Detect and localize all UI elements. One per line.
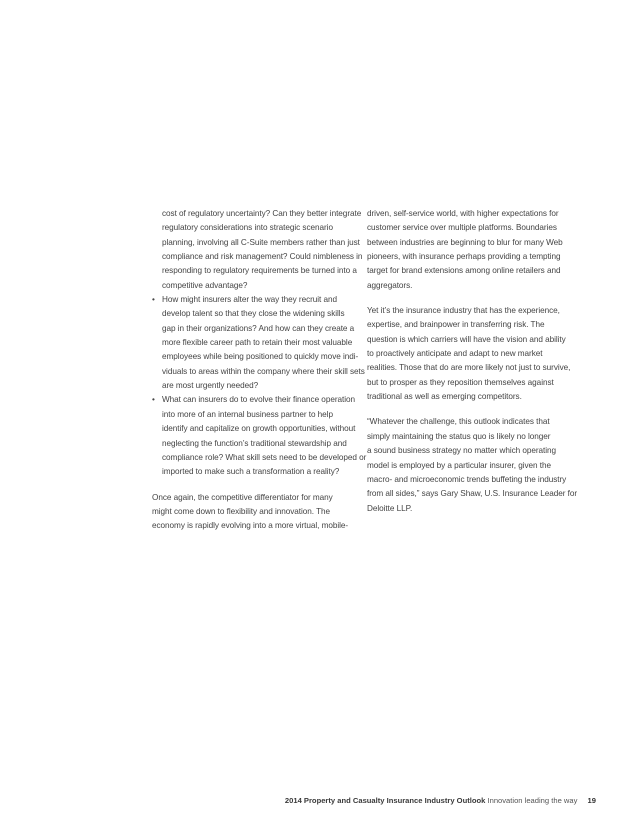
footer-title: 2014 Property and Casualty Insurance Industry Outlook [284, 796, 486, 805]
text-line: compliance role? What skill sets need to be developed or [162, 452, 367, 462]
footer-subtitle: Innovation leading the way [487, 796, 578, 805]
text-line: Deloitte LLP. [367, 503, 413, 513]
text-line: target for brand extensions among online retailers and [367, 266, 561, 276]
text-line: to proactively anticipate and adapt to new market [367, 349, 543, 359]
bullet-item-finance [152, 393, 377, 479]
text-line: regulatory considerations into strategic scenario [162, 223, 333, 233]
text-line: customer service over multiple platforms. Boundaries [367, 223, 557, 233]
text-line: into more of an internal business partner to help [162, 409, 333, 419]
page-footer [285, 796, 596, 805]
text-line: compliance and risk management? Could nimbleness in [162, 252, 363, 262]
text-line: might come down to flexibility and innovation. The [152, 506, 331, 516]
text-line: • What can insurers do to evolve their finance operation [152, 393, 377, 407]
text-line: but to prosper as they reposition themselves against [367, 377, 554, 387]
text-line: competitive advantage? [162, 280, 248, 290]
text-line: realities. Those that do are more likely not just to survive, [367, 363, 571, 373]
text-line: model is employed by a particular insurer, given the [367, 460, 551, 470]
text-line: traditional as well as emerging competitors. [367, 392, 522, 402]
text-line: develop talent so that they close the widening skills [162, 309, 345, 319]
text-line: employees while being positioned to quickly move indi- [162, 352, 359, 362]
text-line: planning, involving all C-Suite members rather than just [162, 237, 360, 247]
paragraph-risk-transfer [367, 304, 591, 404]
text-line: Yet it’s the insurance industry that has the experience, [367, 306, 560, 316]
text-line: economy is rapidly evolving into a more virtual, mobile- [152, 521, 349, 531]
text-line: cost of regulatory uncertainty? Can they better integrate [162, 209, 362, 218]
page-number: 19 [587, 796, 596, 805]
paragraph-differentiator [152, 491, 377, 534]
text-line: between industries are beginning to blur for many Web [367, 237, 563, 247]
text-line: are most urgently needed? [162, 381, 259, 391]
right-column [367, 207, 591, 516]
paragraph-gap [367, 293, 591, 304]
text-line: imported to make such a transformation a reality? [162, 467, 340, 477]
text-line: macro- and microeconomic trends buffeting the industry [367, 474, 567, 484]
text-line: pioneers, with insurance perhaps providing a tempting [367, 252, 561, 262]
paragraph-web-pioneers [367, 207, 591, 293]
paragraph-quote [367, 415, 591, 515]
text-line: driven, self-service world, with higher expectations for [367, 209, 559, 218]
text-line: neglecting the function’s traditional stewardship and [162, 438, 347, 448]
text-line: a sound business strategy no matter which operating [367, 446, 557, 456]
bullet-continuation [152, 207, 377, 293]
text-line: viduals to areas within the company where their skill sets [162, 366, 365, 376]
paragraph-gap [152, 480, 377, 491]
text-line: aggregators. [367, 280, 413, 290]
paragraph-gap [367, 404, 591, 415]
left-column [152, 207, 377, 534]
text-line: expertise, and brainpower in transferring risk. The [367, 320, 545, 330]
text-line: question is which carriers will have the vision and ability [367, 334, 566, 344]
text-line: more flexible career path to retain their most valuable [162, 338, 353, 348]
text-line: responding to regulatory requirements be turned into a [162, 266, 357, 276]
bullet-item-talent [152, 293, 377, 393]
text-line: • How might insurers alter the way they recruit and [152, 293, 377, 307]
text-line: Once again, the competitive differentiator for many [152, 492, 333, 502]
text-line: simply maintaining the status quo is likely no longer [367, 431, 551, 441]
text-line: gap in their organizations? And how can they create a [162, 323, 355, 333]
text-line: “Whatever the challenge, this outlook indicates that [367, 417, 550, 427]
text-line: identify and capitalize on growth opportunities, without [162, 424, 356, 434]
text-line: from all sides,” says Gary Shaw, U.S. Insurance Leader for [367, 489, 578, 499]
